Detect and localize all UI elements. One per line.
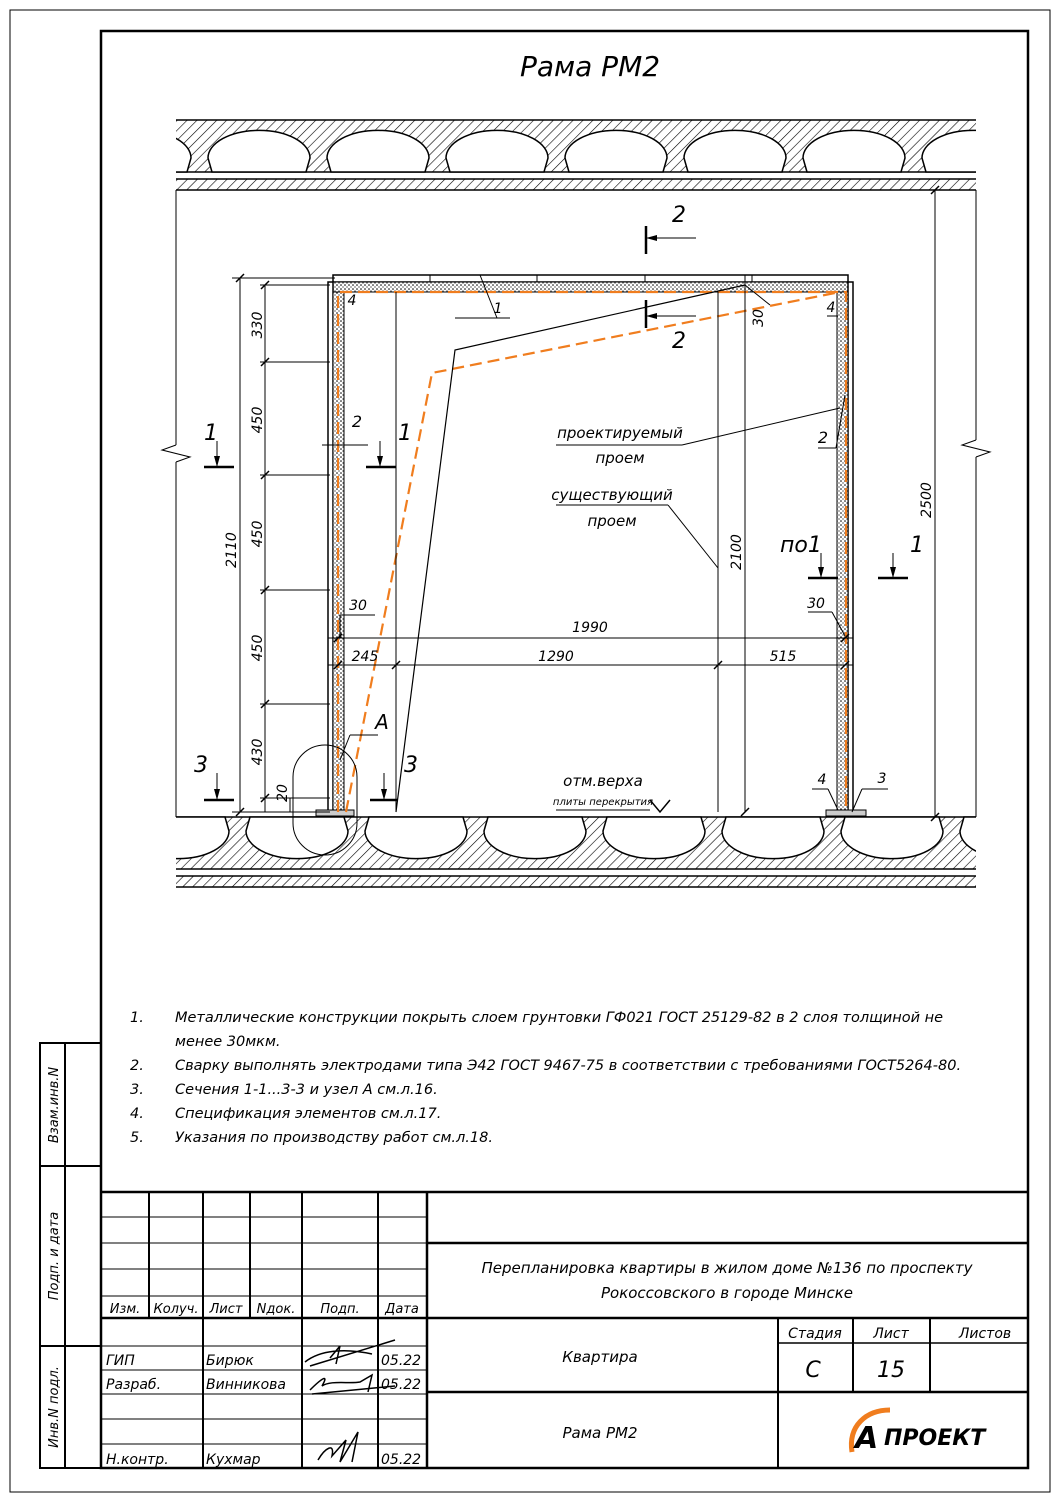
existing-diagonal — [396, 285, 745, 812]
company-logo — [851, 1410, 987, 1456]
notes-list — [130, 1006, 990, 1150]
stage-value: С — [805, 1358, 821, 1383]
person-role-2: Разраб. — [106, 1377, 162, 1393]
note-item: 1. Металлические конструкции покрыть слоем грунтовки ГФ021 ГОСТ 25129-82 в 2 слоя толщиной не менее 30мкм. — [130, 1010, 944, 1050]
header-ndok: Nдок. — [256, 1302, 296, 1317]
note-item: 5. Указания по производству работ см.л.18. — [130, 1130, 493, 1146]
note-item: 2. Сварку выполнять электродами типа Э42 ГОСТ 9467-75 в соответствии с требованиями ГОСТ5264-80. — [130, 1058, 962, 1074]
dim-30-left: 30 — [349, 598, 367, 614]
bottom-slab — [127, 817, 1060, 887]
header-kol: Колуч. — [153, 1302, 199, 1317]
level-mark-1: отм.верха — [563, 772, 643, 790]
pos-1: 1 — [493, 301, 503, 317]
svg-text:А: А — [855, 1421, 879, 1456]
dim-1990: 1990 — [572, 620, 608, 636]
dim-330: 330 — [250, 311, 266, 339]
note-item: 4. Спецификация элементов см.л.17. — [130, 1106, 442, 1122]
dim-515: 515 — [769, 649, 797, 665]
header-izm: Изм. — [109, 1302, 141, 1317]
side-stamp-vzam: Взам.инв.N — [47, 1066, 62, 1144]
left-dimensions — [232, 274, 335, 816]
person-date-3: 05.22 — [381, 1452, 422, 1468]
section-3-mid: 3 — [404, 753, 418, 778]
dim-450-c: 450 — [250, 634, 266, 662]
drawing-title: Рама РМ2 — [519, 50, 661, 83]
dim-30-right: 30 — [807, 596, 825, 612]
projected-label-2: проем — [595, 449, 645, 467]
section-2-top: 2 — [672, 203, 686, 228]
person-date-1: 05.22 — [381, 1353, 422, 1369]
person-name-3: Кухмар — [206, 1452, 261, 1468]
dim-430: 430 — [250, 738, 266, 766]
dim-30-top: 30 — [751, 309, 767, 327]
section-3-left: 3 — [194, 753, 208, 778]
section-1-mid: 1 — [398, 421, 412, 446]
dim-20: 20 — [275, 784, 291, 802]
dim-450-a: 450 — [250, 406, 266, 434]
svg-text:ПРОЕКТ: ПРОЕКТ — [884, 1426, 986, 1451]
pos-4-tl: 4 — [347, 293, 357, 309]
dim-450-b: 450 — [250, 520, 266, 548]
note-item: 3. Сечения 1-1...3-3 и узел А см.л.16. — [130, 1082, 438, 1098]
dim-2110: 2110 — [224, 532, 240, 568]
object-name: Квартира — [562, 1348, 638, 1366]
dim-2500: 2500 — [919, 482, 935, 518]
top-slab — [89, 120, 1024, 190]
dim-2100: 2100 — [729, 534, 745, 570]
dim-245: 245 — [351, 649, 379, 665]
sheet-value: 15 — [877, 1358, 905, 1383]
projected-label-1: проектируемый — [557, 424, 683, 442]
header-list: Лист — [209, 1302, 243, 1317]
projected-opening-line — [338, 292, 846, 812]
project-name-2: Рокоссовского в городе Минске — [600, 1284, 854, 1302]
section-1-right-prefix: по1 — [780, 533, 822, 558]
header-data: Дата — [385, 1302, 419, 1317]
person-date-2: 05.22 — [381, 1377, 422, 1393]
person-name-2: Винникова — [206, 1377, 286, 1393]
section-1-left: 1 — [204, 421, 218, 446]
dim-1290: 1290 — [538, 649, 574, 665]
pos-4-tr: 4 — [826, 300, 836, 316]
sheets-label: Листов — [958, 1326, 1012, 1342]
section-2-bottom: 2 — [672, 329, 686, 354]
sheet-label: Лист — [873, 1326, 909, 1342]
existing-label-1: существующий — [551, 486, 673, 504]
section-markers — [204, 226, 908, 800]
existing-label-2: проем — [587, 512, 637, 530]
pos-2-left: 2 — [351, 412, 363, 431]
pos-2-right: 2 — [817, 428, 829, 447]
node-a-label: А — [375, 710, 389, 734]
level-mark-2: плиты перекрытия — [552, 797, 654, 808]
sheet-title: Рама РМ2 — [562, 1424, 638, 1442]
person-role-1: ГИП — [106, 1353, 135, 1369]
section-1-right: 1 — [910, 533, 924, 558]
side-stamp-inv: Инв.N подл. — [47, 1366, 62, 1448]
person-name-1: Бирюк — [206, 1353, 254, 1369]
person-role-3: Н.контр. — [106, 1452, 169, 1468]
pos-3-br: 3 — [877, 771, 887, 787]
project-name-1: Перепланировка квартиры в жилом доме №136 по проспекту — [481, 1259, 973, 1277]
header-podp: Подп. — [320, 1302, 360, 1317]
projected-diagonal — [346, 292, 840, 812]
stage-label: Стадия — [788, 1326, 842, 1342]
side-stamp-podp: Подп. и дата — [47, 1211, 62, 1301]
pos-4-br: 4 — [817, 772, 827, 788]
